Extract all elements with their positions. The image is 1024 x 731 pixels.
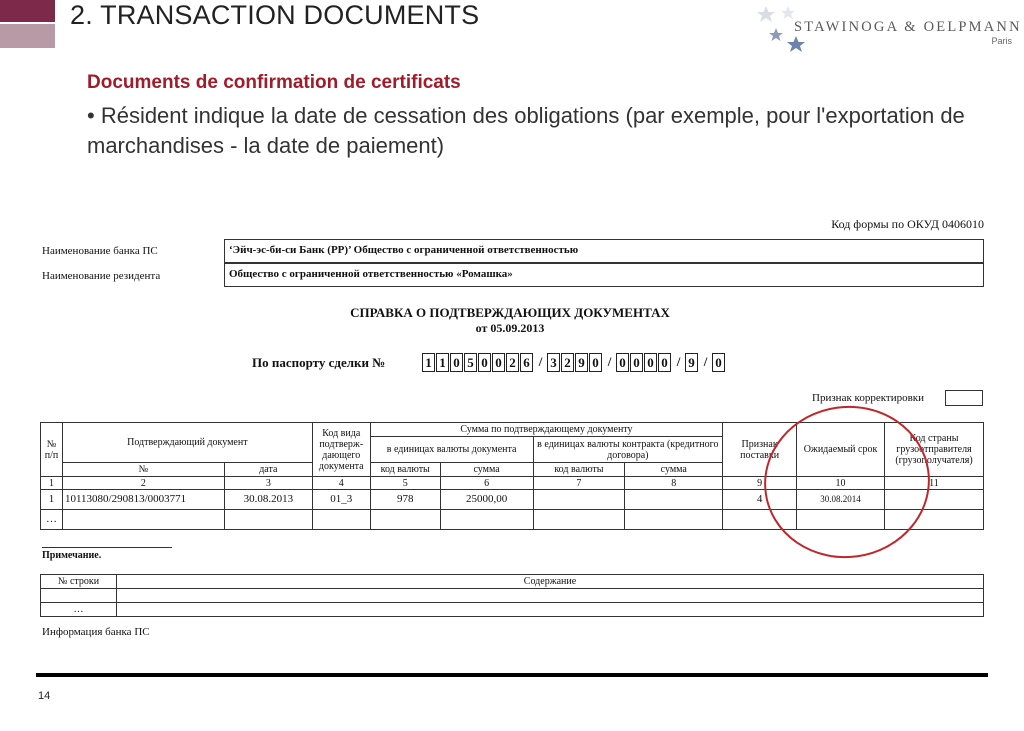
col-index: 1 (41, 477, 63, 490)
passport-digit: 5 (464, 353, 477, 372)
bank-label: Наименование банка ПС (42, 245, 158, 257)
table-row (41, 490, 984, 510)
passport-digit: 9 (685, 353, 698, 372)
col-sum-contract-cur: в единицах валюты контракта (кредитного договора) (533, 437, 723, 463)
documents-table (40, 422, 984, 530)
passport-label: По паспорту сделки № (252, 355, 386, 370)
col-doc-no: № (62, 463, 224, 477)
col-cur-code: код валюты (370, 463, 440, 477)
col-country: Код страны грузоотправителя (грузополучателя) (884, 423, 983, 477)
note-col-content: Содержание (117, 575, 984, 589)
cell-doc-date: 30.08.2013 (224, 490, 312, 510)
passport-separator: / (676, 354, 681, 369)
col-index: 2 (62, 477, 224, 490)
note-table (40, 574, 984, 617)
certificate-form-image (30, 210, 990, 650)
passport-digit: 0 (478, 353, 491, 372)
col-index: 8 (625, 477, 723, 490)
col-cur-code2: код валюты (533, 463, 625, 477)
doc-date: от 05.09.2013 (475, 321, 545, 335)
passport-digit: 2 (561, 353, 574, 372)
col-num: № п/п (41, 423, 63, 477)
col-doc: Подтверждающий документ (62, 423, 312, 463)
correction-box (945, 390, 983, 406)
passport-digit: 1 (422, 353, 435, 372)
col-index: 6 (440, 477, 533, 490)
col-sum: Сумма по подтверждающему документу (370, 423, 722, 437)
passport-digit: 0 (630, 353, 643, 372)
passport-digit: 1 (436, 353, 449, 372)
slide-title: 2. TRANSACTION DOCUMENTS (70, 0, 480, 30)
doc-title: СПРАВКА О ПОДТВЕРЖДАЮЩИХ ДОКУМЕНТАХ (350, 305, 670, 320)
note-ellipsis: … (41, 603, 117, 617)
passport-separator: / (703, 354, 708, 369)
col-sum-doc-cur: в единицах валюты документа (370, 437, 533, 463)
resident-value: Общество с ограниченной ответственностью «Ромашка» (224, 263, 984, 287)
passport-digit: 0 (492, 353, 505, 372)
col-index: 4 (312, 477, 370, 490)
correction-label: Признак корректировки (812, 392, 925, 404)
col-index: 5 (370, 477, 440, 490)
passport-number (422, 353, 726, 372)
passport-digit: 9 (575, 353, 588, 372)
passport-digit: 0 (712, 353, 725, 372)
cell-expected: 30.08.2014 (797, 490, 885, 510)
cell-ellipsis: … (41, 510, 63, 530)
note-col-row: № строки (41, 575, 117, 589)
passport-digit: 0 (450, 353, 463, 372)
cell-amount: 25000,00 (440, 490, 533, 510)
accent-bar-top (0, 0, 55, 22)
accent-bar-bottom (0, 24, 55, 48)
slide-subtitle: Documents de confirmation de certificats (87, 72, 461, 93)
cell-cur-code: 978 (370, 490, 440, 510)
cell-amount2 (625, 490, 723, 510)
slide-bullet: • Résident indique la date de cessation des obligations (par exemple, pour l'exportation de marchandises - la date de paiement) (87, 103, 965, 158)
passport-digit: 6 (520, 353, 533, 372)
company-logo (754, 4, 1022, 54)
passport-digit: 0 (589, 353, 602, 372)
cell-doc-no: 10113080/290813/0003771 (62, 490, 224, 510)
col-index: 3 (224, 477, 312, 490)
logo-name: STAWINOGA & OELPMANN (794, 19, 1022, 35)
col-doc-date: дата (224, 463, 312, 477)
bank-info-label: Информация банка ПС (42, 626, 150, 638)
col-expected: Ожидаемый срок (797, 423, 885, 477)
passport-digit: 0 (658, 353, 671, 372)
passport-separator: / (538, 354, 543, 369)
col-index: 7 (533, 477, 625, 490)
passport-separator: / (607, 354, 612, 369)
passport-digit: 2 (506, 353, 519, 372)
cell-cur-code2 (533, 490, 625, 510)
page-number: 14 (38, 690, 51, 702)
passport-digit: 0 (616, 353, 629, 372)
footer-rule (36, 673, 988, 677)
resident-label: Наименование резидента (42, 270, 161, 282)
cell-country (884, 490, 983, 510)
logo-city: Paris (991, 36, 1012, 46)
col-amount2: сумма (625, 463, 723, 477)
col-kind: Код вида подтверж-дающего документа (312, 423, 370, 477)
cell-num: 1 (41, 490, 63, 510)
okud-code: Код формы по ОКУД 0406010 (831, 217, 984, 231)
cell-supply: 4 (723, 490, 797, 510)
note-title: Примечание. (42, 547, 172, 561)
cell-kind: 01_3 (312, 490, 370, 510)
passport-digit: 0 (644, 353, 657, 372)
col-index: 9 (723, 477, 797, 490)
table-row (41, 510, 984, 530)
bank-value: ‘Эйч-эс-би-си Банк (РР)’ Общество с ограниченной ответственностью (224, 239, 984, 263)
col-supply: Признак поставки (723, 423, 797, 477)
col-index: 11 (884, 477, 983, 490)
col-index: 10 (797, 477, 885, 490)
passport-digit: 3 (547, 353, 560, 372)
col-amount: сумма (440, 463, 533, 477)
